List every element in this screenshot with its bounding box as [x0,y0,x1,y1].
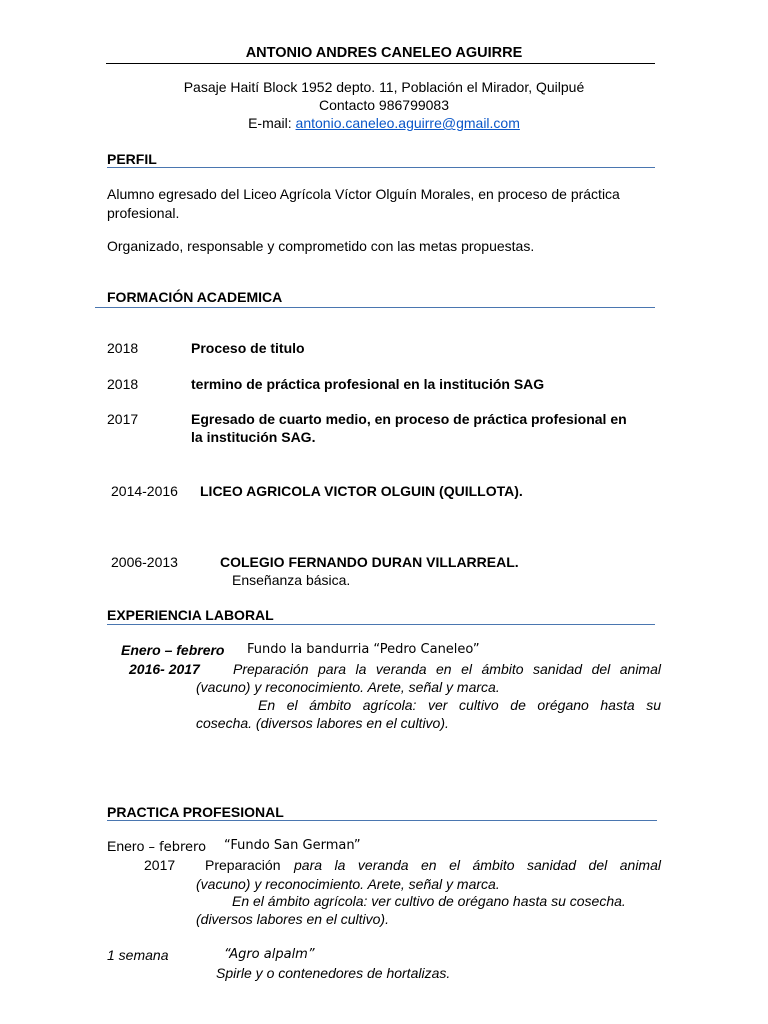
practica-line1-rest: para la veranda en el ámbito sanidad del animal [294,857,661,873]
formacion-entry-cont: la institución SAG. [191,429,316,445]
candidate-name: ANTONIO ANDRES CANELEO AGUIRRE [245,45,523,61]
formacion-divider [95,307,655,308]
practica-period-end: – febrero [144,840,207,855]
perfil-divider [107,167,655,168]
formacion-entry: Egresado de cuarto medio, en proceso de práctica profesional en [191,411,627,427]
experiencia-line3: En el ámbito agrícola: ver cultivo de orégano hasta su [258,697,661,713]
experiencia-period: Enero – febrero [121,642,225,658]
formacion-year: 2018 [107,376,139,392]
practica-line4: (diversos labores en el cultivo). [196,911,389,927]
formacion-entry: COLEGIO FERNANDO DURAN VILLARREAL. [220,554,519,570]
experiencia-place: Fundo la bandurria “Pedro Caneleo” [247,642,480,657]
formacion-entry-cont: Enseñanza básica. [232,572,351,588]
perfil-paragraph-line1: Alumno egresado del Liceo Agrícola Víctor Olguín Morales, en proceso de práctica [107,186,620,202]
practica-heading: PRACTICA PROFESIONAL [107,804,284,820]
experiencia-line2: (vacuno) y reconocimiento. Arete, señal y marca. [196,679,500,695]
experiencia-line1: Preparación para la veranda en el ámbito sanidad del animal [233,661,661,677]
email-label: E-mail: [248,115,296,131]
perfil-paragraph-line2: profesional. [107,205,180,221]
practica-period-start: Enero [107,838,145,854]
formacion-entry: termino de práctica profesional en la institución SAG [191,376,545,392]
email-link[interactable]: antonio.caneleo.aguirre@gmail.com [295,115,520,131]
formacion-entry: LICEO AGRICOLA VICTOR OLGUIN (QUILLOTA). [200,483,523,499]
practica-period [107,838,206,855]
practica-second-desc: Spirle y o contenedores de hortalizas. [216,965,451,981]
formacion-entry: Proceso de titulo [191,340,305,356]
practica-line2: (vacuno) y reconocimiento. Arete, señal y marca. [196,876,500,892]
practica-second-period: 1 semana [107,947,169,963]
experiencia-heading: EXPERIENCIA LABORAL [107,607,274,623]
formacion-heading: FORMACIÓN ACADEMICA [107,289,283,305]
address-line: Pasaje Haití Block 1952 depto. 11, Población el Mirador, Quilpué [183,79,585,95]
practica-divider [107,820,657,821]
perfil-paragraph-2: Organizado, responsable y comprometido con las metas propuestas. [107,238,535,254]
experiencia-line4: cosecha. (diversos labores en el cultivo). [196,715,449,731]
perfil-heading: PERFIL [107,151,157,167]
practica-line1-start: Preparación [205,857,281,873]
practica-line3: En el ámbito agrícola: ver cultivo de orégano hasta su cosecha. [232,893,626,909]
practica-second-place: “Agro alpalm” [224,947,315,962]
name-divider [106,63,655,64]
formacion-year: 2017 [107,411,139,427]
formacion-year: 2006-2013 [111,554,178,570]
contact-line: Contacto 986799083 [319,97,449,113]
formacion-year: 2014-2016 [111,483,178,499]
email-line [0,115,768,131]
practica-place: “Fundo San German” [224,838,361,853]
practica-year: 2017 [144,857,176,873]
formacion-year: 2018 [107,340,139,356]
experiencia-years: 2016- 2017 [129,661,200,677]
experiencia-divider [107,624,655,625]
